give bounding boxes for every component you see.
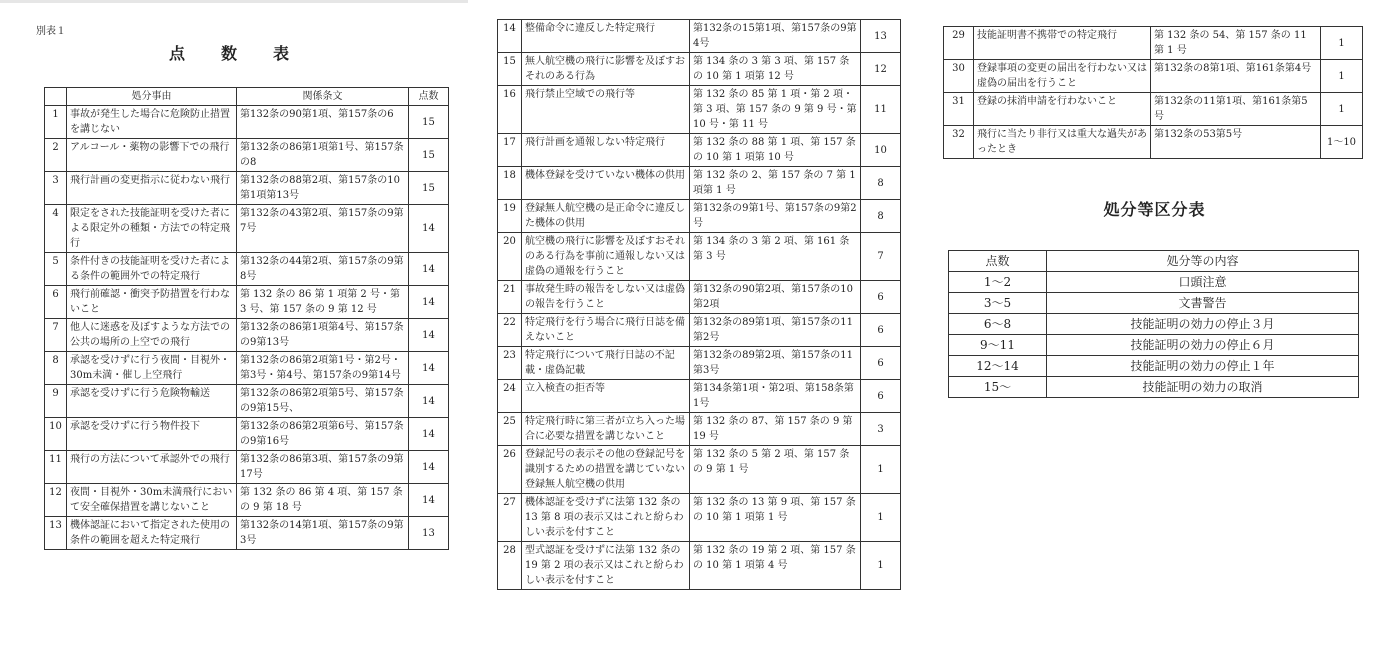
row-number: 13: [45, 517, 67, 550]
table-row: [45, 484, 449, 517]
row-points: 1〜10: [1321, 126, 1363, 159]
row-number: 19: [498, 200, 522, 233]
row-reason: 登録事項の変更の届出を行わない又は虚偽の届出を行うこと: [974, 60, 1151, 93]
row-number: 21: [498, 281, 522, 314]
row-number: 25: [498, 413, 522, 446]
row-points: 6: [861, 314, 901, 347]
category-content: 技能証明の効力の停止６月: [1047, 335, 1359, 356]
table-row: [498, 446, 901, 494]
row-number: 24: [498, 380, 522, 413]
row-articles: 第132条の9第1号、第157条の9第2号: [690, 200, 861, 233]
category-content: 技能証明の効力の停止１年: [1047, 356, 1359, 377]
table-row: [45, 385, 449, 418]
table-row: [45, 517, 449, 550]
category-content: 技能証明の効力の停止３月: [1047, 314, 1359, 335]
row-reason: 飛行前確認・衝突予防措置を行わないこと: [67, 286, 237, 319]
row-articles: 第132条の43第2項、第157条の9第7号: [237, 205, 409, 253]
table-row: [45, 352, 449, 385]
row-articles: 第 132 条の 86 第 4 項、第 157 条の 9 第 18 号: [237, 484, 409, 517]
table-row: [45, 319, 449, 352]
row-articles: 第132条の90第1項、第157条の6: [237, 106, 409, 139]
row-number: 31: [944, 93, 974, 126]
category-header-points: 点数: [949, 251, 1047, 272]
table-row: [498, 167, 901, 200]
row-points: 13: [409, 517, 449, 550]
row-number: 11: [45, 451, 67, 484]
row-number: 9: [45, 385, 67, 418]
row-reason: 機体認証において指定された使用の条件の範囲を超えた特定飛行: [67, 517, 237, 550]
category-points: 12～14: [949, 356, 1047, 377]
points-table-part-1: [44, 87, 449, 550]
row-articles: 第 132 条の 87、第 157 条の 9 第 19 号: [690, 413, 861, 446]
header-number: [45, 88, 67, 106]
row-number: 6: [45, 286, 67, 319]
category-row: [949, 272, 1359, 293]
row-articles: 第132条の53第5号: [1151, 126, 1321, 159]
category-table-title: 処分等区分表: [1103, 200, 1206, 219]
table-row: [498, 380, 901, 413]
row-articles: 第 132 条の 19 第 2 項、第 157 条の 10 第 1 項第 4 号: [690, 542, 861, 590]
header-articles: 関係条文: [237, 88, 409, 106]
table-row: [944, 126, 1363, 159]
category-table: [948, 250, 1359, 398]
row-reason: 飛行計画の変更指示に従わない飛行: [67, 172, 237, 205]
row-articles: 第 132 条の 85 第 1 項・第 2 項・第 3 項、第 157 条の 9 第 9 号・第 10 号・第 11 号: [690, 86, 861, 134]
row-points: 11: [861, 86, 901, 134]
row-reason: 登録の抹消申請を行わないこと: [974, 93, 1151, 126]
row-reason: 限定をされた技能証明を受けた者による限定外の種類・方法での特定飛行: [67, 205, 237, 253]
row-points: 7: [861, 233, 901, 281]
category-row: [949, 314, 1359, 335]
category-points: 15～: [949, 377, 1047, 398]
row-points: 14: [409, 418, 449, 451]
row-articles: 第 132 条の 2、第 157 条の 7 第 1 項第 1 号: [690, 167, 861, 200]
row-number: 17: [498, 134, 522, 167]
row-number: 2: [45, 139, 67, 172]
table-row: [498, 413, 901, 446]
table-header-row: [45, 88, 449, 106]
row-articles: 第132条の86第2項第1号・第2号・第3号・第4号、第157条の9第14号: [237, 352, 409, 385]
row-number: 30: [944, 60, 974, 93]
table-row: [45, 253, 449, 286]
category-points: 3～5: [949, 293, 1047, 314]
row-articles: 第 132 条の 13 第 9 項、第 157 条の 10 第 1 項第 1 号: [690, 494, 861, 542]
row-reason: 飛行計画を通報しない特定飛行: [522, 134, 690, 167]
row-reason: 飛行の方法について承認外での飛行: [67, 451, 237, 484]
header-reason: 処分事由: [67, 88, 237, 106]
row-articles: 第132条の89第1項、第157条の11第2号: [690, 314, 861, 347]
row-articles: 第134条第1項・第2項、第158条第1号: [690, 380, 861, 413]
row-articles: 第132条の86第1項第1号、第157条の8: [237, 139, 409, 172]
row-number: 16: [498, 86, 522, 134]
row-reason: 特定飛行時に第三者が立ち入った場合に必要な措置を講じないこと: [522, 413, 690, 446]
table-row: [944, 93, 1363, 126]
row-points: 13: [861, 20, 901, 53]
row-number: 20: [498, 233, 522, 281]
table-row: [498, 86, 901, 134]
category-row: [949, 377, 1359, 398]
table-row: [45, 205, 449, 253]
row-points: 8: [861, 167, 901, 200]
category-header-row: [949, 251, 1359, 272]
row-number: 26: [498, 446, 522, 494]
category-header-content: 処分等の内容: [1047, 251, 1359, 272]
row-reason: 登録無人航空機の是正命令に違反した機体の供用: [522, 200, 690, 233]
row-reason: 立入検査の拒否等: [522, 380, 690, 413]
row-reason: 航空機の飛行に影響を及ぼすおそれのある行為を事前に通報しない又は虚偽の通報を行うこと: [522, 233, 690, 281]
row-articles: 第 132 条の 5 第 2 項、第 157 条の 9 第 1 号: [690, 446, 861, 494]
page-top-border: [0, 0, 468, 3]
row-points: 1: [861, 542, 901, 590]
row-reason: 登録記号の表示その他の登録記号を識別するための措置を講じていない登録無人航空機の供用: [522, 446, 690, 494]
row-points: 1: [1321, 27, 1363, 60]
row-number: 1: [45, 106, 67, 139]
row-articles: 第132条の44第2項、第157条の9第8号: [237, 253, 409, 286]
table-row: [45, 106, 449, 139]
row-points: 14: [409, 286, 449, 319]
row-articles: 第 132 条の 88 第 1 項、第 157 条の 10 第 1 項第 10 号: [690, 134, 861, 167]
row-number: 3: [45, 172, 67, 205]
row-number: 4: [45, 205, 67, 253]
row-reason: 他人に迷惑を及ぼすような方法での公共の場所の上空での飛行: [67, 319, 237, 352]
header-points: 点数: [409, 88, 449, 106]
category-points: 1～2: [949, 272, 1047, 293]
table-row: [498, 134, 901, 167]
row-number: 32: [944, 126, 974, 159]
row-points: 15: [409, 172, 449, 205]
category-content: 技能証明の効力の取消: [1047, 377, 1359, 398]
row-reason: 条件付きの技能証明を受けた者による条件の範囲外での特定飛行: [67, 253, 237, 286]
row-number: 7: [45, 319, 67, 352]
row-number: 18: [498, 167, 522, 200]
table-row: [45, 172, 449, 205]
row-articles: 第132条の86第1項第4号、第157条の9第13号: [237, 319, 409, 352]
row-reason: 事故発生時の報告をしない又は虚偽の報告を行うこと: [522, 281, 690, 314]
row-points: 6: [861, 380, 901, 413]
row-number: 29: [944, 27, 974, 60]
table-row: [45, 451, 449, 484]
row-points: 6: [861, 281, 901, 314]
row-points: 6: [861, 347, 901, 380]
row-articles: 第132条の86第2項第5号、第157条の9第15号、: [237, 385, 409, 418]
row-reason: 無人航空機の飛行に影響を及ぼすおそれのある行為: [522, 53, 690, 86]
table-row: [498, 314, 901, 347]
row-points: 1: [861, 494, 901, 542]
row-reason: アルコール・薬物の影響下での飛行: [67, 139, 237, 172]
category-points: 9～11: [949, 335, 1047, 356]
row-number: 10: [45, 418, 67, 451]
row-number: 14: [498, 20, 522, 53]
row-reason: 事故が発生した場合に危険防止措置を講じない: [67, 106, 237, 139]
row-points: 14: [409, 451, 449, 484]
table-row: [45, 418, 449, 451]
row-reason: 機体登録を受けていない機体の供用: [522, 167, 690, 200]
row-points: 10: [861, 134, 901, 167]
row-articles: 第132条の89第2項、第157条の11第3号: [690, 347, 861, 380]
row-points: 1: [1321, 60, 1363, 93]
row-points: 14: [409, 319, 449, 352]
row-number: 8: [45, 352, 67, 385]
row-articles: 第132条の90第2項、第157条の10第2項: [690, 281, 861, 314]
table-row: [498, 494, 901, 542]
row-points: 14: [409, 484, 449, 517]
category-points: 6～8: [949, 314, 1047, 335]
row-reason: 技能証明書不携帯での特定飛行: [974, 27, 1151, 60]
row-articles: 第 134 条の 3 第 3 項、第 157 条の 10 第 1 項第 12 号: [690, 53, 861, 86]
row-number: 15: [498, 53, 522, 86]
row-reason: 承認を受けずに行う夜間・目視外・30m未満・催し上空飛行: [67, 352, 237, 385]
row-number: 23: [498, 347, 522, 380]
appendix-label: 別表１: [36, 26, 66, 37]
row-reason: 機体認証を受けずに法第 132 条の 13 第 8 項の表示又はこれと紛らわしい表示を付すこと: [522, 494, 690, 542]
row-points: 14: [409, 385, 449, 418]
row-reason: 型式認証を受けずに法第 132 条の 19 第 2 項の表示又はこれと紛らわしい表示を付すこと: [522, 542, 690, 590]
row-articles: 第132条の15第1項、第157条の9第4号: [690, 20, 861, 53]
row-articles: 第 132 条の 54、第 157 条の 11 第 1 号: [1151, 27, 1321, 60]
row-points: 14: [409, 253, 449, 286]
row-points: 3: [861, 413, 901, 446]
table-row: [944, 60, 1363, 93]
row-number: 12: [45, 484, 67, 517]
row-points: 14: [409, 205, 449, 253]
table-row: [498, 53, 901, 86]
row-reason: 整備命令に違反した特定飛行: [522, 20, 690, 53]
row-points: 8: [861, 200, 901, 233]
row-articles: 第132条の14第1項、第157条の9第3号: [237, 517, 409, 550]
row-reason: 承認を受けずに行う物件投下: [67, 418, 237, 451]
row-number: 28: [498, 542, 522, 590]
table-row: [45, 286, 449, 319]
row-articles: 第132条の11第1項、第161条第5号: [1151, 93, 1321, 126]
row-points: 15: [409, 106, 449, 139]
points-table-title: 点 数 表: [168, 44, 299, 63]
category-row: [949, 356, 1359, 377]
table-row: [45, 139, 449, 172]
row-points: 15: [409, 139, 449, 172]
row-articles: 第132条の86第2項第6号、第157条の9第16号: [237, 418, 409, 451]
row-articles: 第132条の8第1項、第161条第4号: [1151, 60, 1321, 93]
table-row: [498, 347, 901, 380]
category-row: [949, 335, 1359, 356]
table-row: [498, 20, 901, 53]
row-reason: 飛行に当たり非行又は重大な過失があったとき: [974, 126, 1151, 159]
category-content: 口頭注意: [1047, 272, 1359, 293]
row-number: 5: [45, 253, 67, 286]
row-articles: 第 132 条の 86 第 1 項第 2 号・第 3 号、第 157 条の 9 第 12 号: [237, 286, 409, 319]
points-table-part-3: [943, 26, 1363, 159]
row-number: 27: [498, 494, 522, 542]
row-articles: 第 134 条の 3 第 2 項、第 161 条第 3 号: [690, 233, 861, 281]
row-points: 1: [1321, 93, 1363, 126]
row-reason: 特定飛行について飛行日誌の不記載・虚偽記載: [522, 347, 690, 380]
category-row: [949, 293, 1359, 314]
table-row: [498, 542, 901, 590]
row-number: 22: [498, 314, 522, 347]
row-points: 1: [861, 446, 901, 494]
points-table-part-2: [497, 19, 901, 590]
table-row: [498, 233, 901, 281]
row-points: 12: [861, 53, 901, 86]
row-points: 14: [409, 352, 449, 385]
table-row: [498, 200, 901, 233]
row-reason: 特定飛行を行う場合に飛行日誌を備えないこと: [522, 314, 690, 347]
row-reason: 飛行禁止空域での飛行等: [522, 86, 690, 134]
row-reason: 承認を受けずに行う危険物輸送: [67, 385, 237, 418]
row-articles: 第132条の86第3項、第157条の9第17号: [237, 451, 409, 484]
table-row: [498, 281, 901, 314]
row-articles: 第132条の88第2項、第157条の10第1項第13号: [237, 172, 409, 205]
category-content: 文書警告: [1047, 293, 1359, 314]
row-reason: 夜間・目視外・30m未満飛行において安全確保措置を講じないこと: [67, 484, 237, 517]
table-row: [944, 27, 1363, 60]
